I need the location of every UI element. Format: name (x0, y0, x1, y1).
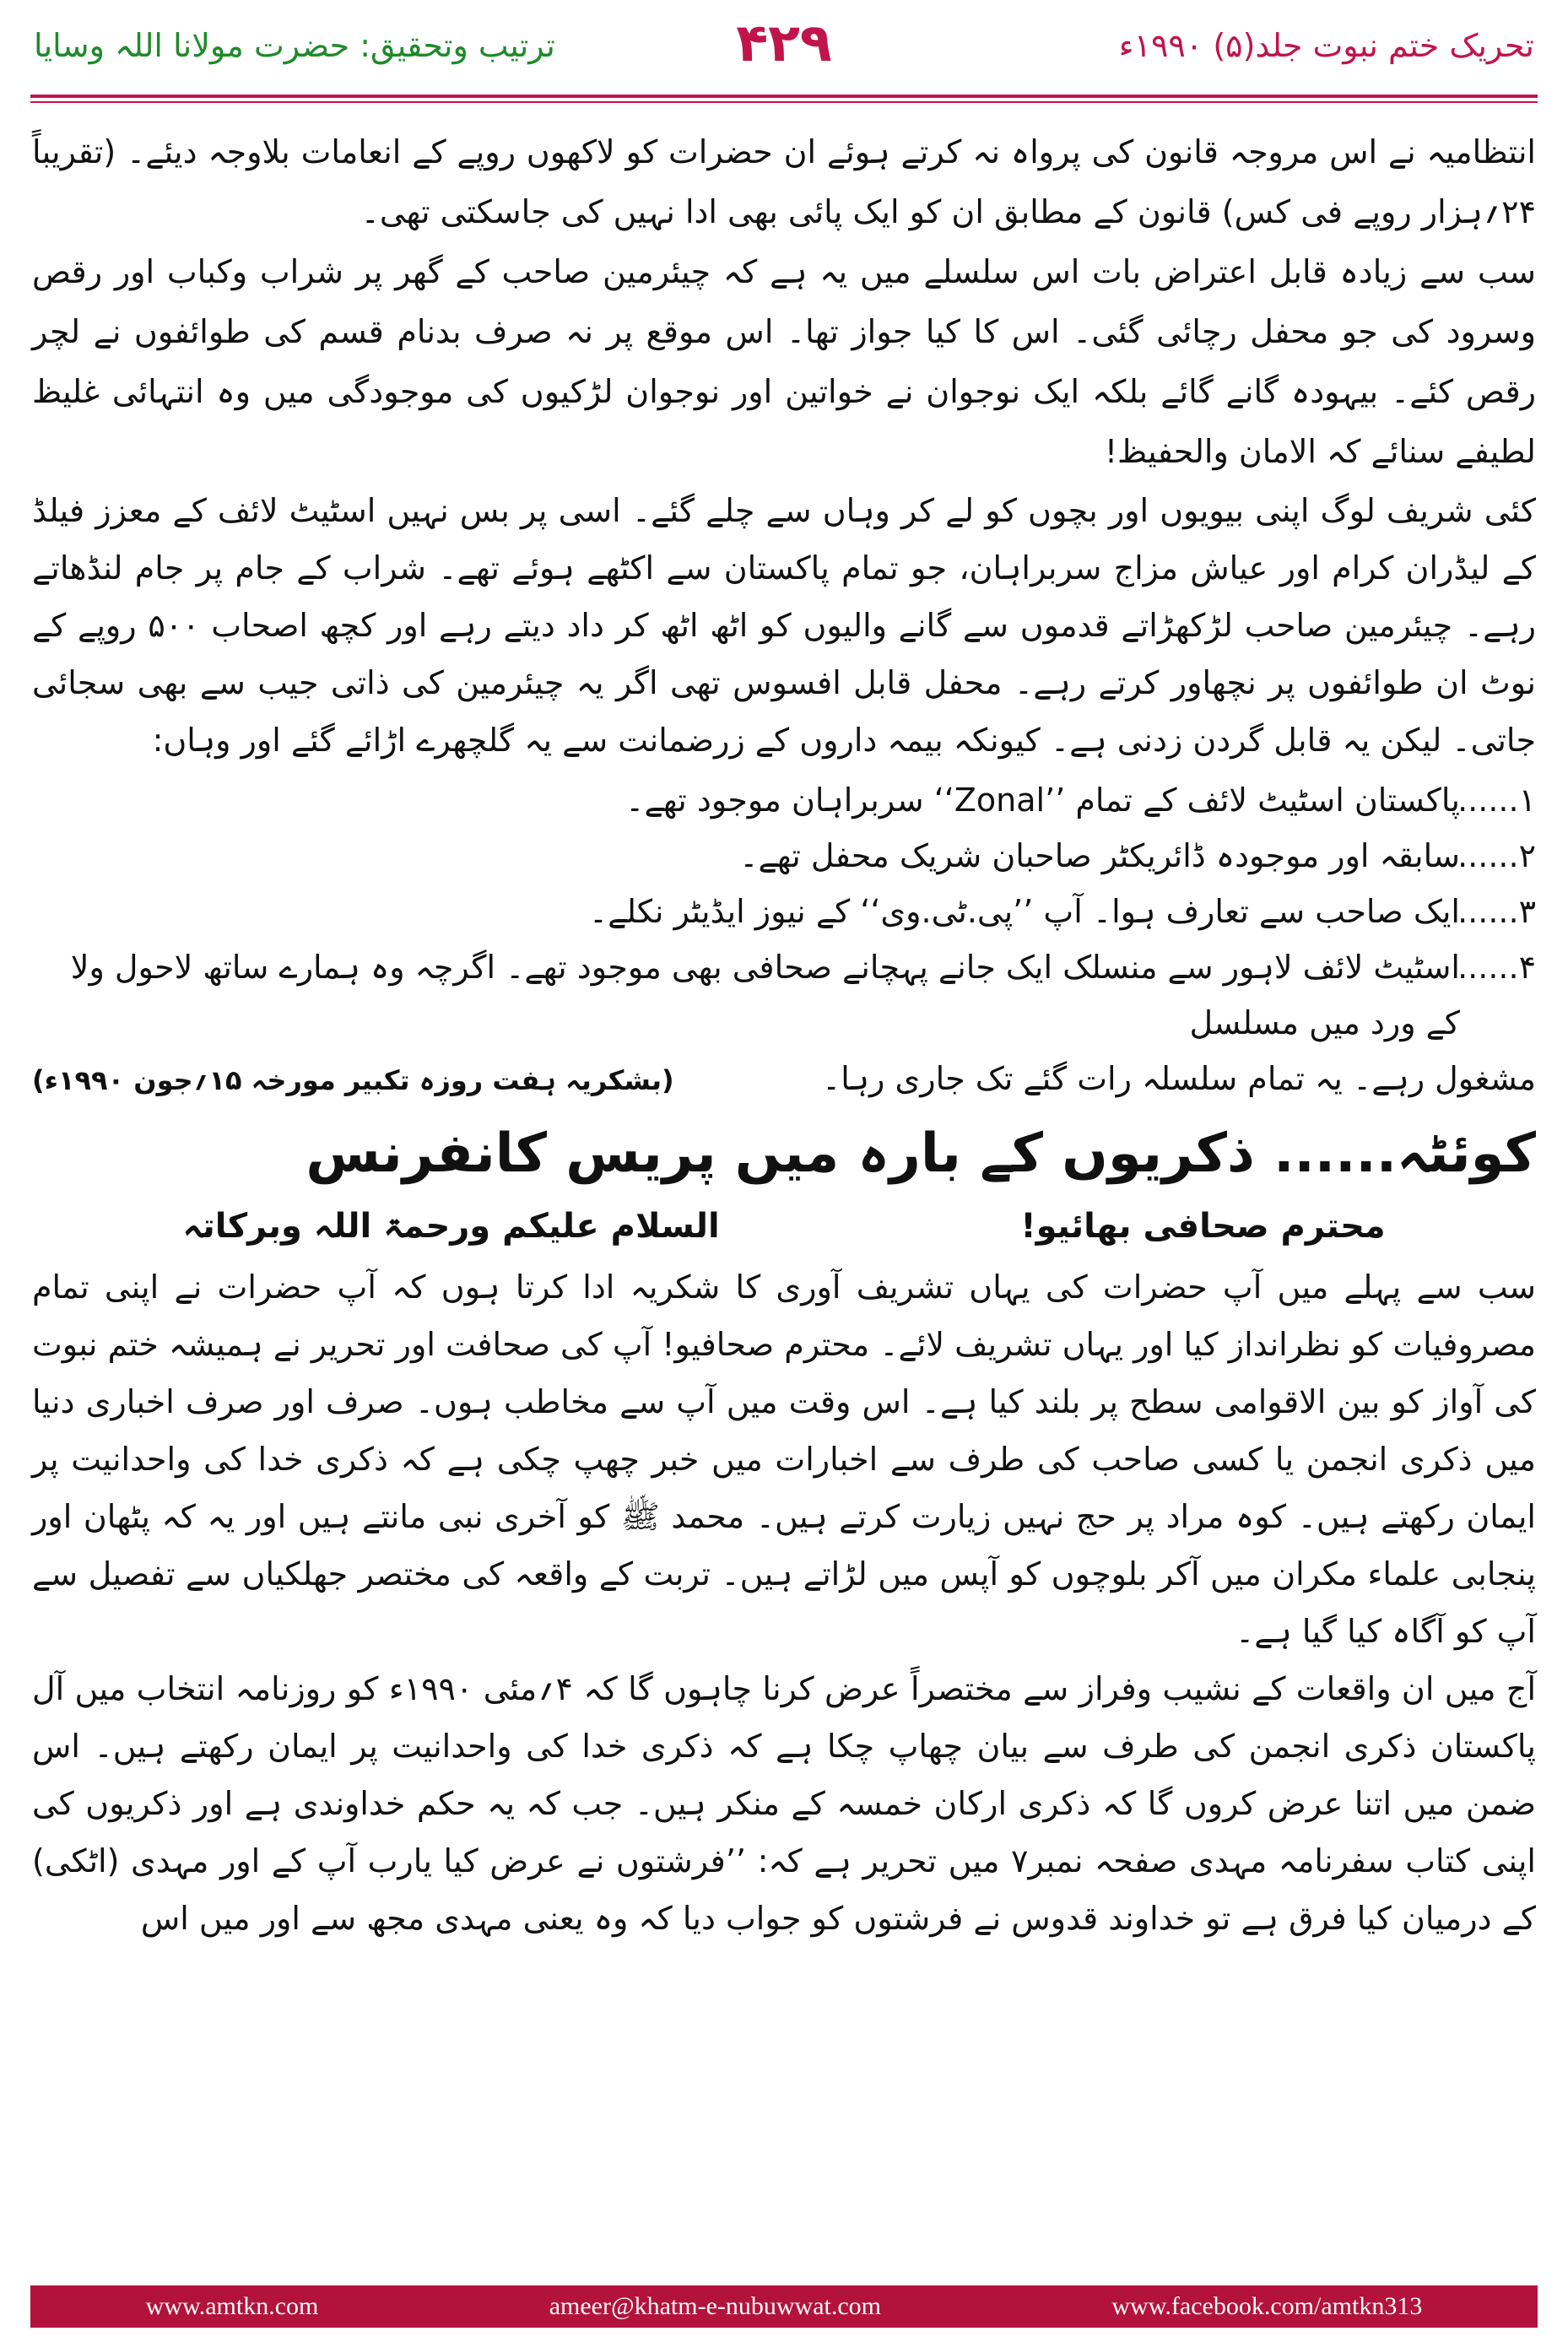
list-item (32, 828, 1536, 884)
list-text: اسٹیٹ لائف لاہور سے منسلک ایک جانے پہچانے صحافی بھی موجود تھے۔ اگرچہ وہ ہمارے ساتھ لاحول ولا کے ورد میں مسلسل (70, 949, 1460, 1041)
list-text: پاکستان اسٹیٹ لائف کے تمام ’’Zonal‘‘ سربراہان موجود تھے۔ (625, 782, 1460, 819)
page-body (32, 122, 1536, 1947)
book-title: تحریک ختم نبوت جلد(۵) ۱۹۹۰ء (1118, 27, 1534, 64)
page-header (34, 12, 1534, 88)
footer-website-link[interactable]: www.amtkn.com (145, 2292, 319, 2320)
header-divider-thin (30, 101, 1538, 103)
paragraph: سب سے پہلے میں آپ حضرات کی یہاں تشریف آوری کا شکریہ ادا کرتا ہوں کہ آپ حضرات نے اپنی تمام مصروفیات کو نظرانداز کیا اور یہاں تشریف لائے۔ محترم صحافیو! آپ کی صحافت اور تحریر نے ہمیشہ ختم نبوت کی آواز کو بین الاقوامی سطح پر بلند کیا ہے۔ اس وقت میں آپ سے مخاطب ہوں۔ صرف اور صرف اخباری دنیا میں ذکری انجمن یا کسی صاحب کی طرف سے اخبارات میں خبر چھپ چکی ہے کہ ذکری خدا کی واحدانیت پر ایمان رکھتے ہیں۔ کوہ مراد پر حج نہیں زیارت کرتے ہیں۔ محمد ﷺ کو آخری نبی مانتے ہیں اور یہ کہ پٹھان اور پنجابی علماء مکران میں آکر بلوچوں کو آپس میں لڑاتے ہیں۔ تربت کے واقعہ کی مختصر جھلکیاں سے تفصیل سے آپ کو آگاہ کیا گیا ہے۔ (32, 1268, 1537, 1650)
list-tail-row (32, 1051, 1536, 1108)
list-number: ۴...... (1457, 949, 1536, 986)
list-item (32, 772, 1536, 828)
section-heading: کوئٹہ...... ذکریوں کے بارہ میں پریس کانفرنس (305, 1122, 1536, 1185)
list-number: ۱...... (1457, 782, 1536, 819)
page-number: ۴۲۹ (736, 12, 832, 73)
header-divider (30, 95, 1538, 98)
footer-facebook-link[interactable]: www.facebook.com/amtkn313 (1111, 2292, 1423, 2320)
compiler-credit: ترتیب وتحقیق: حضرت مولانا اللہ وسایا (34, 27, 555, 64)
source-credit: (بشکریہ ہفت روزہ تکبیر مورخہ ۱۵؍جون ۱۹۹۰ء) (32, 1064, 674, 1096)
page-footer (30, 2285, 1538, 2328)
list-tail-text: مشغول رہے۔ یہ تمام سلسلہ رات گئے تک جاری رہا۔ (821, 1060, 1536, 1097)
list-text: سابقہ اور موجودہ ڈائریکٹر صاحبان شریک محفل تھے۔ (739, 837, 1460, 874)
paragraph: آج میں ان واقعات کے نشیب وفراز سے مختصراً عرض کرنا چاہوں گا کہ ۴؍مئی ۱۹۹۰ء کو روزنامہ انتخاب میں آل پاکستان ذکری انجمن کی طرف سے بیان چھاپ چکا ہے کہ ذکری خدا کی واحدانیت پر ایمان رکھتے ہیں۔ اس ضمن میں اتنا عرض کروں گا کہ ذکری ارکان خمسہ کے منکر ہیں۔ جب کہ یہ حکم خداوندی ہے اور ذکریوں کی اپنی کتاب سفرنامہ مہدی صفحہ نمبر۷ میں تحریر ہے کہ: ’’فرشتوں نے عرض کیا یارب آپ کے اور مہدی (اٹکی) کے درمیان کیا فرق ہے تو خداوند قدوس نے فرشتوں کو جواب دیا کہ وہ یعنی مہدی مجھ سے اور میں اس (32, 1670, 1536, 1937)
list-number: ۳...... (1457, 893, 1536, 930)
paragraph: سب سے زیادہ قابل اعتراض بات اس سلسلے میں یہ ہے کہ چیئرمین صاحب کے گھر پر شراب وکباب اور رقص وسرود کی جو محفل رچائی گئی۔ اس کا کیا جواز تھا۔ اس موقع پر نہ صرف بدنام قسم کی طوائفوں نے لچر رقص کئے۔ بیہودہ گانے گائے بلکہ ایک نوجوان نے خواتین اور نوجوان لڑکیوں کی موجودگی میں وہ انتہائی غلیظ لطیفے سنائے کہ الامان والحفیظ! (32, 253, 1536, 470)
paragraph: انتظامیہ نے اس مروجہ قانون کی پرواہ نہ کرتے ہوئے ان حضرات کو لاکھوں روپے کے انعامات بلاوجہ دیئے۔ (تقریباً ۲۴؍ہزار روپے فی کس) قانون کے مطابق ان کو ایک پائی بھی ادا نہیں کی جاسکتی تھی۔ (32, 133, 1536, 230)
greeting-row (32, 1194, 1536, 1258)
greeting-address: محترم صحافی بھائیو! (1020, 1207, 1386, 1246)
paragraph: کئی شریف لوگ اپنی بیویوں اور بچوں کو لے کر وہاں سے چلے گئے۔ اسی پر بس نہیں اسٹیٹ لائف کے معزز فیلڈ کے لیڈران کرام اور عیاش مزاج سربراہان، جو تمام پاکستان سے اکٹھے ہوئے تھے۔ شراب کے جام پر جام لنڈھاتے رہے۔ چیئرمین صاحب لڑکھڑاتے قدموں سے گانے والیوں کو اٹھ اٹھ کر داد دیتے رہے اور کچھ اصحاب ۵۰۰ روپے کے نوٹ ان طوائفوں پر نچھاور کرتے رہے۔ محفل قابل افسوس تھی اگر یہ چیئرمین کی ذاتی جیب سے بھی سجائی جاتی۔ لیکن یہ قابل گردن زدنی ہے۔ کیونکہ بیمہ داروں کے زرضمانت سے یہ گلچھرے اڑائے گئے اور وہاں: (32, 492, 1536, 759)
numbered-list (32, 772, 1536, 1051)
list-item (32, 939, 1536, 1051)
list-number: ۲...... (1457, 837, 1536, 874)
greeting-salutation: السلام علیکم ورحمۃ اللہ وبرکاتہ (182, 1207, 720, 1246)
footer-email-link[interactable]: ameer@khatm-e-nubuwwat.com (549, 2292, 882, 2320)
list-text: ایک صاحب سے تعارف ہوا۔ آپ ’’پی.ٹی.وی‘‘ کے نیوز ایڈیٹر نکلے۔ (588, 893, 1460, 930)
list-item (32, 884, 1536, 939)
